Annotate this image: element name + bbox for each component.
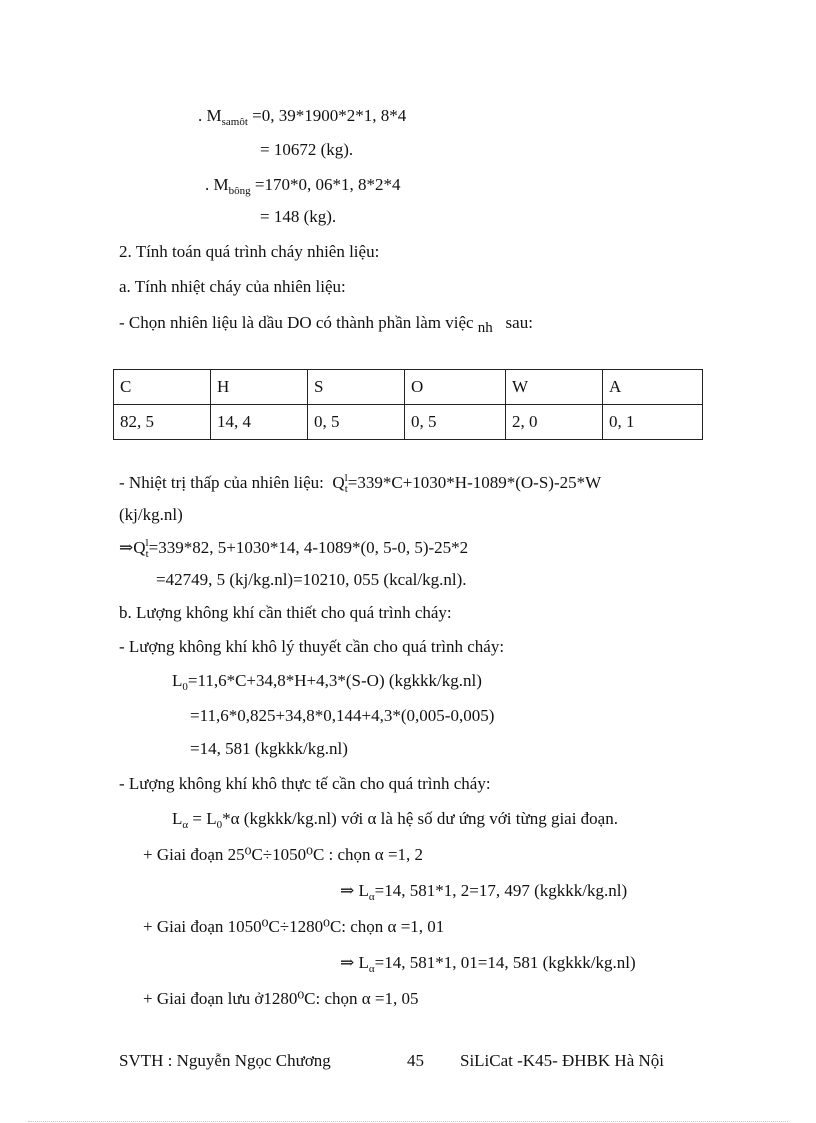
value-cell-c: 82, 5: [114, 405, 211, 440]
heat-value-line: - Nhiệt trị thấp của nhiên liệu: $Q^l_t=339*C+1030*H-1089*(O-S)-25*W$: [119, 472, 602, 495]
header-cell-c: C: [114, 370, 211, 405]
footer-student: SVTH : Nguyễn Ngọc Chương: [119, 1051, 331, 1070]
header-cell-o: O: [405, 370, 506, 405]
stage-3-line: + Giai đoạn lưu ở1280⁰C: chọn α =1, 05: [143, 989, 419, 1008]
actual-air-formula: $L_\alpha = L_0*\alpha$ (kgkkk/kg.nl) với α là hệ số dư ứng với từng giai đoạn.: [172, 809, 618, 831]
theory-air-formula: $L_0=11,6*C+34,8*H+4,3*(S-O)$ (kgkkk/kg.nl): [172, 671, 482, 693]
implies-arrow-icon: ⇒: [340, 881, 355, 900]
header-cell-h: H: [211, 370, 308, 405]
section-a-title: a. Tính nhiệt cháy của nhiên liệu:: [119, 277, 346, 296]
heat-value-unit: (kj/kg.nl): [119, 505, 183, 524]
header-cell-s: S: [308, 370, 405, 405]
table-header-row: [114, 370, 703, 405]
mass-bong-line: . $M_{bông} =170*0$, 06*1, 8*2*4: [205, 175, 401, 197]
heat-value-calc: $\Rightarrow Q^l_t=339*82$, 5+1030*14, 4-1089*(0, 5-0, 5)-25*2: [119, 537, 469, 560]
header-cell-a: A: [603, 370, 703, 405]
theory-air-intro: - Lượng không khí khô lý thuyết cần cho quá trình cháy:: [119, 637, 505, 656]
value-cell-w: 2, 0: [506, 405, 603, 440]
table-row: [114, 405, 703, 440]
mass-samot-line: . $M_{samôt} =0$, 39*1900*2*1, 8*4: [198, 106, 407, 128]
mass-samot-result: = 10672 (kg).: [260, 140, 354, 159]
fuel-choice-line: - Chọn nhiên liệu là dầu DO có thành phần làm việc nh sau:: [119, 313, 533, 336]
value-cell-h: 14, 4: [211, 405, 308, 440]
value-cell-a: 0, 1: [603, 405, 703, 440]
actual-air-intro: - Lượng không khí khô thực tế cần cho quá trình cháy:: [119, 774, 491, 793]
header-cell-w: W: [506, 370, 603, 405]
implies-arrow-icon: ⇒: [119, 538, 134, 557]
theory-air-calc: =11,6*0,825+34,8*0,144+4,3*(0,005-0,005): [190, 706, 495, 725]
mass-bong-result: = 148 (kg).: [260, 207, 337, 226]
heat-value-result: =42749, 5 (kj/kg.nl)=10210, 055 (kcal/kg.nl).: [156, 570, 467, 589]
footer-page-number: 45: [407, 1051, 424, 1070]
page-bottom-divider: [28, 1121, 788, 1122]
stage-2-calc: ⇒ $L_\alpha=14$, 581*1, 01=14, 581 (kgkkk/kg.nl): [340, 953, 636, 975]
samot-subscript: samôt: [221, 116, 248, 128]
stage-1-calc: ⇒ $L_\alpha=14$, 581*1, 2=17, 497 (kgkkk/kg.nl): [340, 881, 628, 903]
value-cell-o: 0, 5: [405, 405, 506, 440]
section-2-title: 2. Tính toán quá trình cháy nhiên liệu:: [119, 242, 380, 261]
footer-school: SiLiCat -K45- ĐHBK Hà Nội: [460, 1051, 664, 1070]
bong-subscript: bông: [228, 185, 251, 197]
stage-1-line: + Giai đoạn 25⁰C÷1050⁰C : chọn α =1, 2: [143, 845, 424, 864]
fuel-composition-table: [113, 369, 703, 440]
theory-air-result: =14, 581 (kgkkk/kg.nl): [190, 739, 348, 758]
implies-arrow-icon: ⇒: [340, 953, 355, 972]
stage-2-line: + Giai đoạn 1050⁰C÷1280⁰C: chọn α =1, 01: [143, 917, 445, 936]
value-cell-s: 0, 5: [308, 405, 405, 440]
section-b-title: b. Lượng không khí cần thiết cho quá trình cháy:: [119, 603, 452, 622]
